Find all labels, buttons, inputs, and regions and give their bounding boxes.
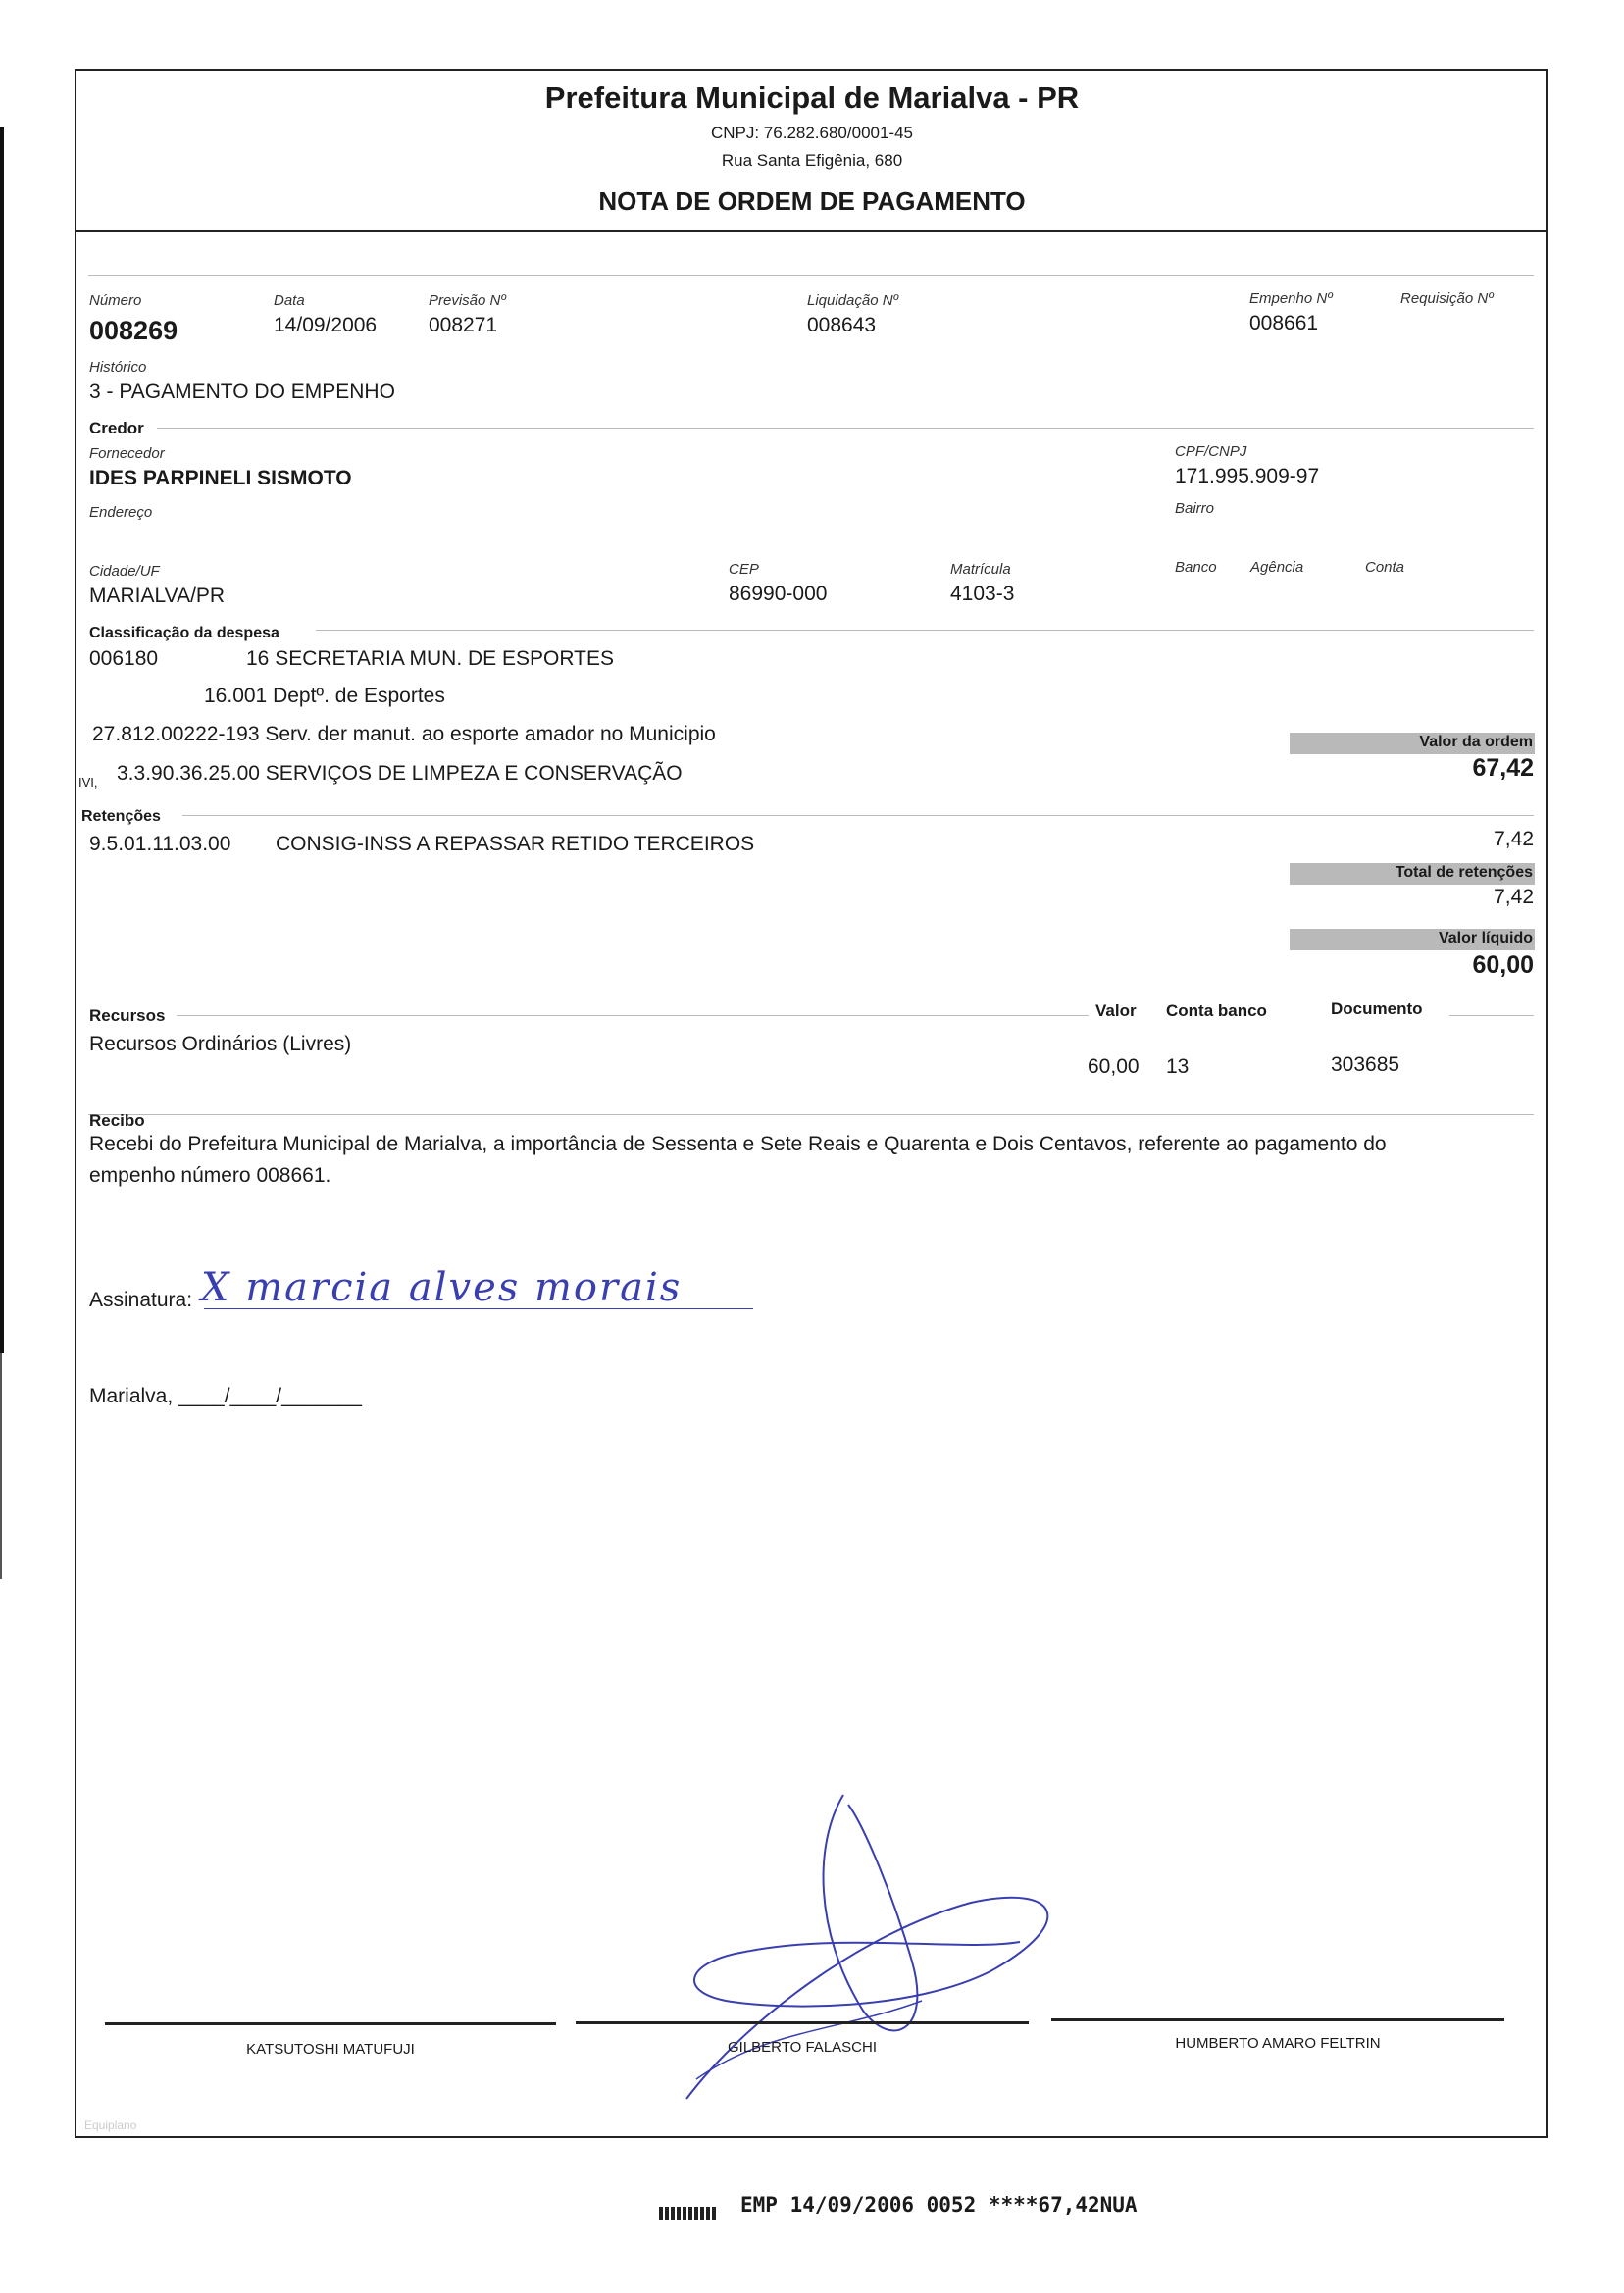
historico-value: 3 - PAGAMENTO DO EMPENHO (89, 381, 395, 403)
retencao-value: 7,42 (1494, 828, 1534, 850)
handwritten-signature: X marcia alves morais (201, 1265, 683, 1310)
valor-ordem-value: 67,42 (1472, 754, 1534, 782)
liquidacao-label: Liquidação Nº (807, 292, 899, 309)
recursos-section: Recursos (89, 1006, 166, 1025)
classificacao-unidade: 16.001 Deptº. de Esportes (204, 685, 445, 707)
cidade-label: Cidade/UF (89, 563, 160, 580)
document-title: NOTA DE ORDEM DE PAGAMENTO (598, 186, 1026, 216)
credor-section: Credor (89, 419, 144, 437)
matricula-value: 4103-3 (950, 583, 1015, 605)
retencao-desc: CONSIG-INSS A REPASSAR RETIDO TERCEIROS (276, 833, 755, 855)
recursos-rule (177, 1015, 1089, 1016)
empenho-value: 008661 (1249, 312, 1319, 334)
signature-scribble (667, 1785, 1098, 2109)
cnpj-text: CNPJ: 76.282.680/0001-45 (710, 124, 914, 142)
page-title: Prefeitura Municipal de Marialva - PR (544, 80, 1080, 115)
cep-value: 86990-000 (729, 583, 828, 605)
signatory-3: HUMBERTO AMARO FELTRIN (1175, 2035, 1381, 2052)
recursos-conta-label: Conta banco (1166, 1001, 1267, 1020)
bairro-label: Bairro (1175, 500, 1215, 517)
credor-rule (157, 428, 1534, 429)
valor-ordem-label: Valor da ordem (1419, 734, 1533, 750)
valor-liquido-value: 60,00 (1472, 951, 1534, 979)
conta-label: Conta (1365, 559, 1405, 576)
recibo-line-1: Recebi do Prefeitura Municipal de Marialva, a importância de Sessenta e Sete Reais e Quarenta e Dois Centavos, referente ao pagamento do (89, 1133, 1387, 1155)
total-retencoes-value: 7,42 (1494, 886, 1534, 908)
payment-stamp: EMP 14/09/2006 0052 ****67,42NUA (740, 2193, 1138, 2217)
classificacao-elemento: 3.3.90.36.25.00 SERVIÇOS DE LIMPEZA E CONSERVAÇÃO (117, 762, 683, 785)
recursos-rule-end (1449, 1015, 1534, 1016)
endereco-label: Endereço (89, 504, 153, 521)
agencia-label: Agência (1250, 559, 1304, 576)
previsao-value: 008271 (429, 314, 498, 336)
retencoes-rule (182, 815, 1534, 816)
numero-label: Número (89, 292, 142, 309)
requisicao-label: Requisição Nº (1400, 290, 1494, 307)
recursos-valor-label: Valor (1095, 1001, 1137, 1020)
total-retencoes-label: Total de retenções (1395, 864, 1533, 881)
recursos-conta: 13 (1166, 1055, 1190, 1078)
cpf-label: CPF/CNPJ (1175, 443, 1247, 460)
total-retencoes-bar (1290, 863, 1535, 885)
classificacao-rule (316, 630, 1534, 631)
cep-label: CEP (729, 561, 759, 578)
cidade-value: MARIALVA/PR (89, 585, 226, 607)
local-data-line: Marialva, ____/____/_______ (89, 1385, 362, 1407)
header-divider (75, 230, 1548, 232)
classificacao-code: 006180 (89, 647, 159, 670)
fornecedor-label: Fornecedor (89, 445, 165, 462)
retencao-code: 9.5.01.11.03.00 (89, 833, 231, 855)
signatory-1: KATSUTOSHI MATUFUJI (246, 2041, 415, 2058)
signatory-2: GILBERTO FALASCHI (728, 2039, 877, 2056)
liquidacao-value: 008643 (807, 314, 877, 336)
data-label: Data (274, 292, 305, 309)
fornecedor-value: IDES PARPINELI SISMOTO (89, 467, 352, 489)
cpf-value: 171.995.909-97 (1175, 465, 1320, 487)
recursos-valor: 60,00 (1088, 1055, 1140, 1078)
empenho-label: Empenho Nº (1249, 290, 1333, 307)
recursos-documento: 303685 (1331, 1053, 1400, 1076)
valor-liquido-label: Valor líquido (1438, 930, 1533, 946)
assinatura-underline (204, 1308, 753, 1309)
recibo-section: Recibo (89, 1111, 145, 1130)
scan-edge-top (0, 127, 4, 1353)
numero-value: 008269 (89, 316, 178, 345)
recibo-line-2: empenho número 008661. (89, 1164, 331, 1187)
margin-mark: IVI, (78, 775, 98, 790)
banco-label: Banco (1175, 559, 1217, 576)
scan-edge-bottom (0, 1353, 2, 1579)
signature-line-3 (1051, 2018, 1504, 2021)
recursos-desc: Recursos Ordinários (Livres) (89, 1033, 352, 1055)
system-watermark: Equiplano (84, 2118, 137, 2132)
id-row-rule (88, 275, 1534, 276)
assinatura-label: Assinatura: (89, 1289, 193, 1311)
previsao-label: Previsão Nº (429, 292, 506, 309)
data-value: 14/09/2006 (274, 314, 378, 336)
historico-label: Histórico (89, 359, 147, 376)
barcode-mark (659, 2207, 716, 2220)
signature-line-2 (576, 2021, 1029, 2024)
address-text: Rua Santa Efigênia, 680 (721, 151, 903, 170)
signature-line-1 (105, 2022, 556, 2025)
recursos-documento-label: Documento (1331, 999, 1423, 1018)
valor-ordem-bar (1290, 733, 1535, 754)
retencoes-section: Retenções (81, 808, 161, 825)
matricula-label: Matrícula (950, 561, 1011, 578)
classificacao-section: Classificação da despesa (89, 625, 279, 641)
recibo-rule (88, 1114, 1534, 1115)
classificacao-projeto: 27.812.00222-193 Serv. der manut. ao esporte amador no Municipio (92, 723, 716, 745)
classificacao-orgao: 16 SECRETARIA MUN. DE ESPORTES (246, 647, 614, 670)
valor-liquido-bar (1290, 929, 1535, 950)
